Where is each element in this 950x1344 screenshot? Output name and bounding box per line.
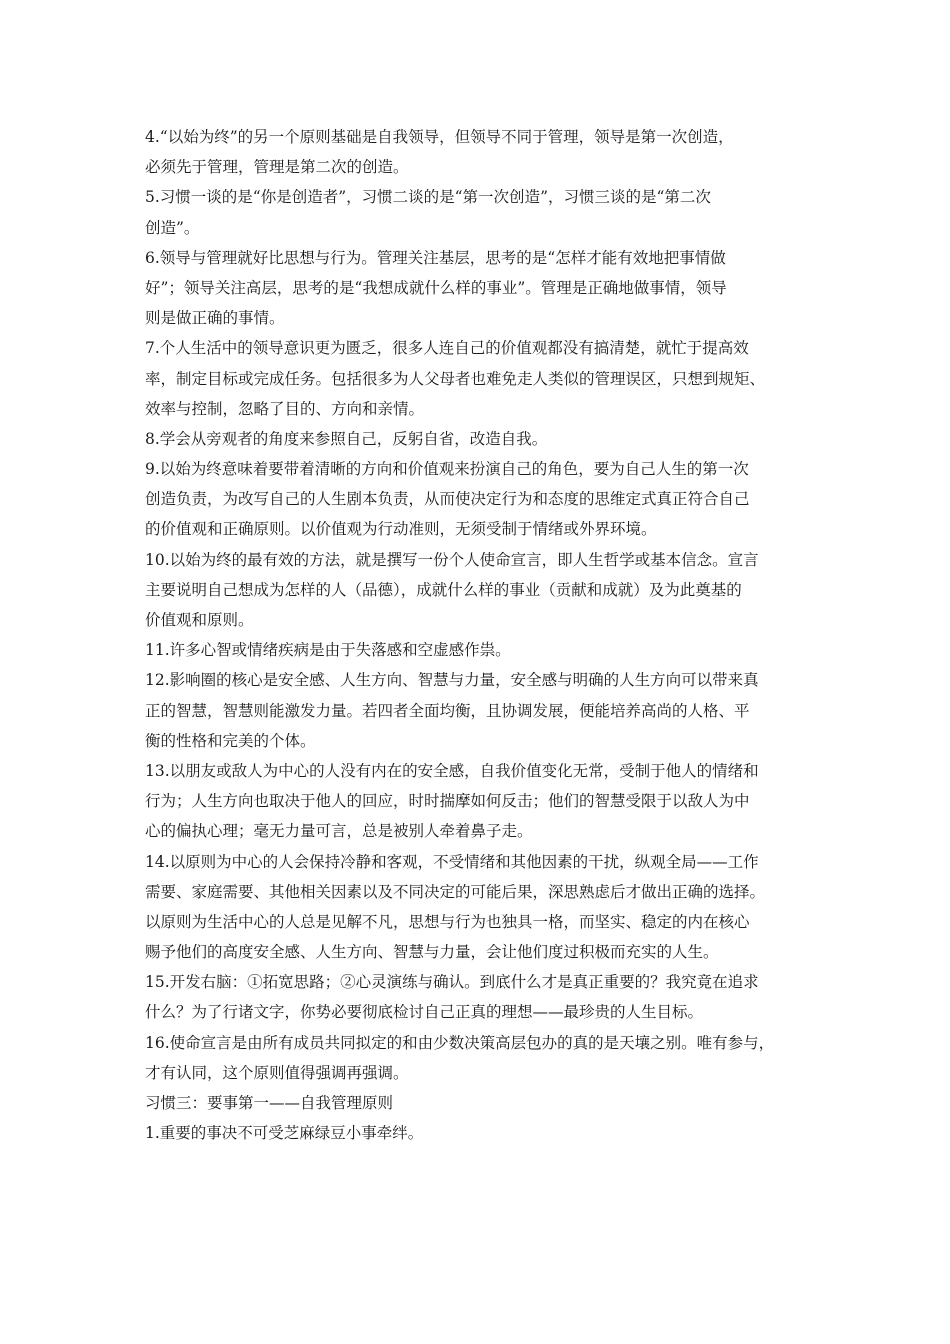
text-line: 赐予他们的高度安全感、人生方向、智慧与力量，会让他们度过积极而充实的人生。 (145, 943, 719, 962)
text-line: 6.领导与管理就好比思想与行为。管理关注基层，思考的是“怎样才能有效地把事情做 (145, 248, 726, 267)
text-line: 10.以始为终的最有效的方法，就是撰写一份个人使命宣言，即人生哲学或基本信念。宣言 (145, 550, 759, 569)
text-line: 衡的性格和完美的个体。 (145, 731, 316, 750)
text-line: 1.重要的事决不可受芝麻绿豆小事牵绊。 (145, 1124, 424, 1143)
text-line: 好”；领导关注高层，思考的是“我想成就什么样的事业”。管理是正确地做事情，领导 (145, 278, 727, 297)
text-line: 才有认同，这个原则值得强调再强调。 (145, 1063, 409, 1082)
document-body (145, 122, 825, 1148)
text-line: 习惯三：要事第一——自我管理原则 (145, 1094, 394, 1112)
text-line: 13.以朋友或敌人为中心的人没有内在的安全感，自我价值变化无常，受制于他人的情绪和 (145, 761, 759, 780)
text-line: 率，制定目标或完成任务。包括很多为人父母者也难免走人类似的管理误区，只想到规矩、 (145, 369, 766, 388)
text-line: 主要说明自己想成为怎样的人（品德），成就什么样的事业（贡献和成就）及为此奠基的 (145, 580, 742, 599)
text-line: 12.影响圈的核心是安全感、人生方向、智慧与力量，安全感与明确的人生方向可以带来真 (145, 671, 759, 690)
text-line: 创造负责，为改写自己的人生剧本负责，从而使决定行为和态度的思维定式真正符合自己 (145, 490, 750, 509)
text-line: 7.个人生活中的领导意识更为匮乏，很多人连自己的价值观都没有搞清楚，就忙于提高效 (145, 339, 749, 358)
text-line: 则是做正确的事情。 (145, 309, 285, 328)
text-line: 5.习惯一谈的是“你是创造者”，习惯二谈的是“第一次创造”，习惯三谈的是“第二次 (145, 188, 711, 207)
text-line: 需要、家庭需要、其他相关因素以及不同决定的可能后果，深思熟虑后才做出正确的选择。 (145, 882, 766, 901)
text-line: 效率与控制，忽略了目的、方向和亲情。 (145, 399, 425, 418)
text-line: 心的偏执心理；毫无力量可言，总是被别人牵着鼻子走。 (145, 822, 533, 841)
text-line: 14.以原则为中心的人会保持冷静和客观，不受情绪和其他因素的干扰，纵观全局——工作 (145, 852, 759, 871)
text-line: 正的智慧，智慧则能激发力量。若四者全面均衡，且协调发展，便能培养高尚的人格、平 (145, 701, 750, 720)
text-line: 的价值观和正确原则。以价值观为行动准则，无须受制于情绪或外界环境。 (145, 520, 657, 539)
text-line: 创造”。 (145, 218, 200, 237)
text-line: 4.“以始为终”的另一个原则基础是自我领导，但领导不同于管理，领导是第一次创造， (145, 128, 734, 146)
text-line: 以原则为生活中心的人总是见解不凡，思想与行为也独具一格，而坚实、稳定的内在核心 (145, 912, 750, 931)
text-line: 15.开发右脑：①拓宽思路；②心灵演练与确认。到底什么才是真正重要的？我究竟在追求 (145, 973, 759, 992)
text-line: 16.使命宣言是由所有成员共同拟定的和由少数决策高层包办的真的是天壤之别。唯有参与， (145, 1033, 775, 1052)
text-line: 11.许多心智或情绪疾病是由于失落感和空虚感作祟。 (145, 641, 511, 660)
text-line: 价值观和原则。 (145, 611, 254, 629)
text-line: 什么？为了行诸文字，你势必要彻底检讨自己正真的理想——最珍贵的人生目标。 (145, 1003, 704, 1022)
text-line: 必须先于管理，管理是第二次的创造。 (145, 158, 409, 177)
text-line: 9.以始为终意味着要带着清晰的方向和价值观来扮演自己的角色，要为自己人生的第一次 (145, 460, 749, 479)
text-line: 8.学会从旁观者的角度来参照自己，反躬自省，改造自我。 (145, 429, 548, 448)
text-line: 行为；人生方向也取决于他人的回应，时时揣摩如何反击；他们的智慧受限于以敌人为中 (145, 792, 750, 811)
